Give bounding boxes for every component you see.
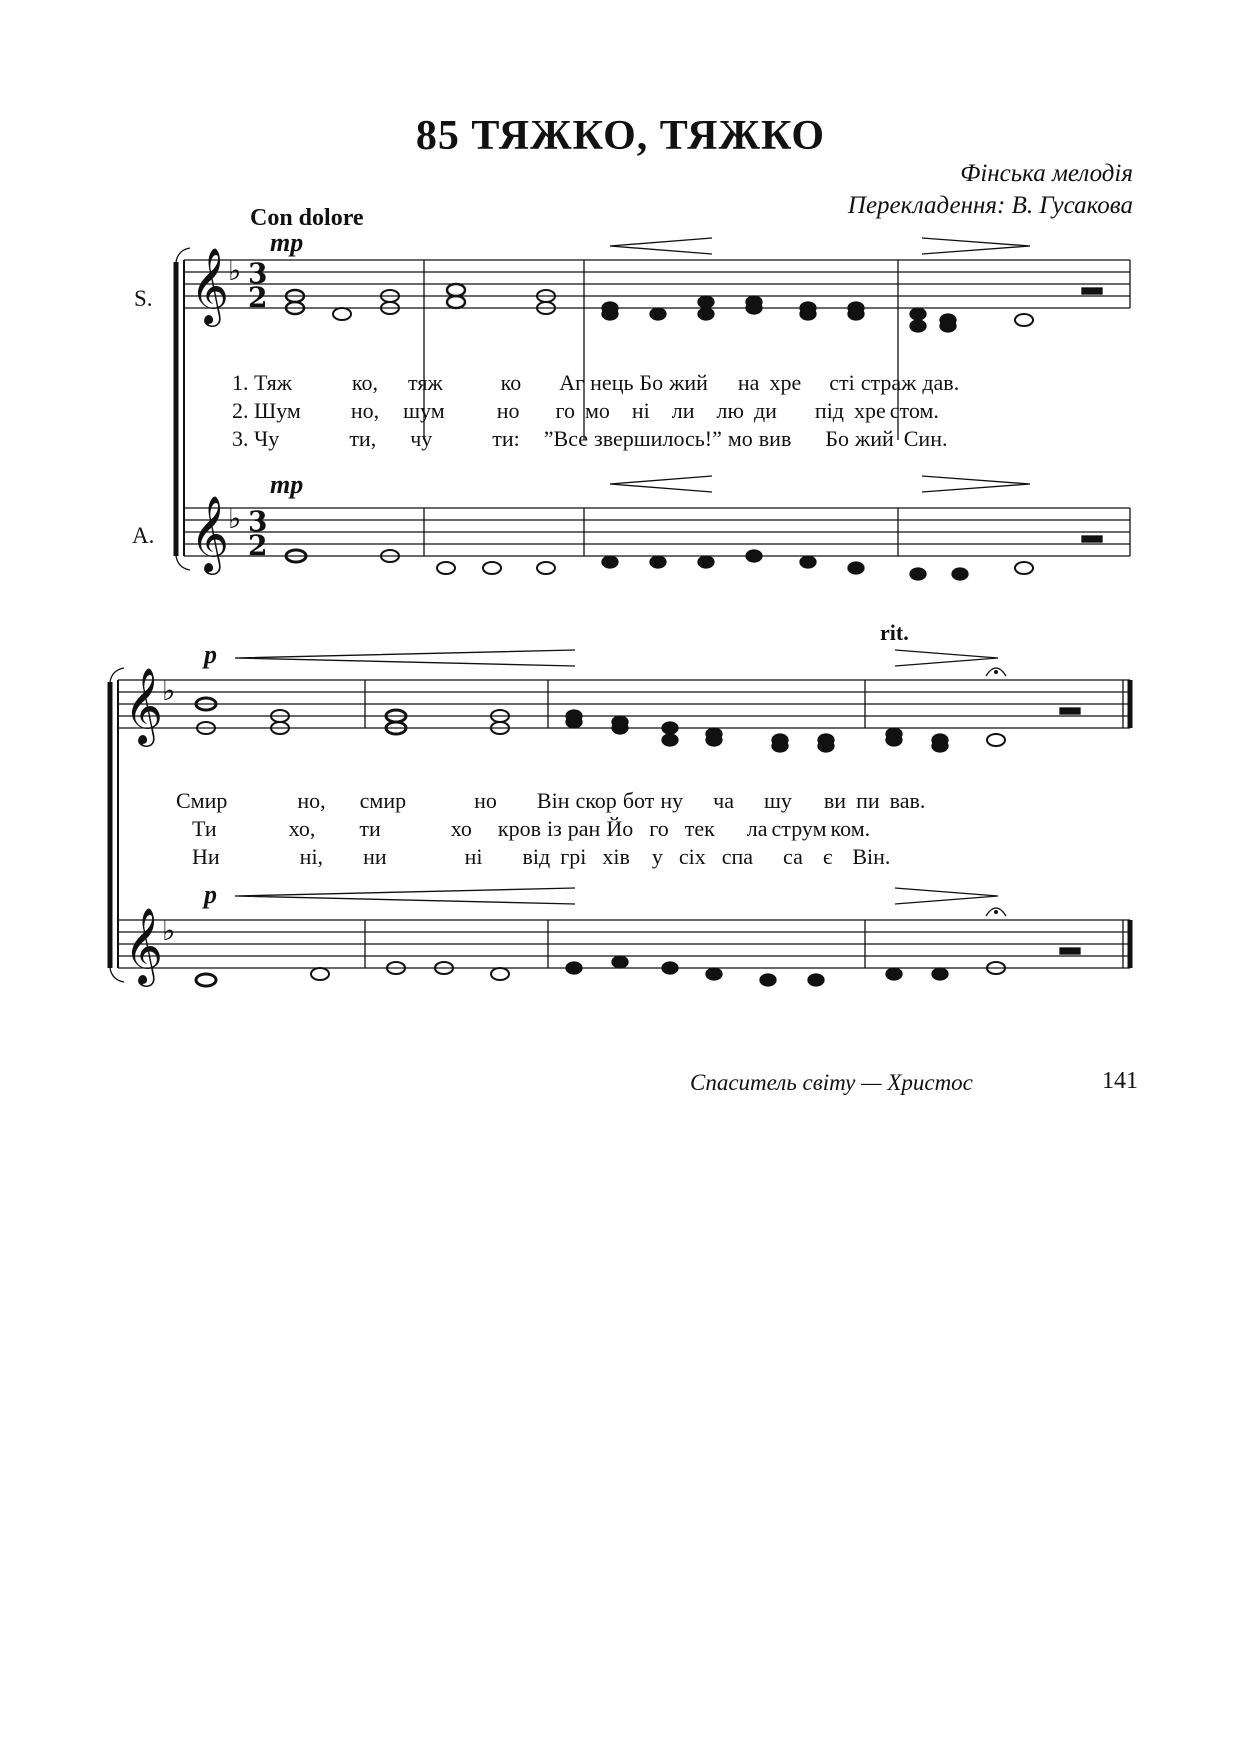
treble-clef-icon: 𝄞 bbox=[124, 907, 164, 984]
translation-credit: Перекладення: В. Гусакова bbox=[847, 192, 1133, 219]
melody-credit: Фінська мелодія bbox=[960, 160, 1133, 187]
page-number: 141 bbox=[1102, 1068, 1138, 1094]
staff-alto-1 bbox=[184, 508, 1130, 556]
dynamic-p-soprano: p bbox=[204, 640, 217, 669]
lyric-line-2: 2. Шум но, шум но го мо ні ли лю ди під хре стом. bbox=[232, 398, 939, 423]
treble-clef-icon: 𝄞 bbox=[190, 495, 230, 572]
voice-label-alto: A. bbox=[132, 523, 155, 548]
lyric-line-4: Смир но, смир но Він скор бот ну ча шу ви пи вав. bbox=[176, 788, 926, 813]
lyric-line-6: Ни ні, ни ні від грі хів у сіх спа са є Він. bbox=[192, 844, 891, 869]
svg-text:2: 2 bbox=[248, 529, 268, 562]
section-footer: Спаситель світу — Христос bbox=[690, 1070, 973, 1095]
treble-clef-icon: 𝄞 bbox=[190, 247, 230, 324]
svg-text:3: 3 bbox=[248, 505, 268, 538]
hymn-number: 85 bbox=[415, 113, 460, 159]
svg-text:♭: ♭ bbox=[162, 914, 176, 947]
svg-text:♭: ♭ bbox=[162, 674, 176, 707]
svg-text:3: 3 bbox=[248, 257, 268, 290]
lyric-line-3: 3. Чу ти, чу ти: ”Все звершилось!” мо вив Бо жий Син. bbox=[232, 426, 948, 451]
treble-clef-icon: 𝄞 bbox=[124, 667, 164, 744]
hymn-name: ТЯЖКО, ТЯЖКО bbox=[471, 113, 826, 159]
svg-text:♭: ♭ bbox=[228, 502, 242, 535]
staff-soprano-1 bbox=[184, 260, 1130, 308]
tempo-marking: Con dolore bbox=[250, 205, 364, 231]
lyric-line-1: 1. Тяж ко, тяж ко Аг нець Бо жий на хре сті страж дав. bbox=[232, 370, 960, 395]
svg-text:2: 2 bbox=[248, 281, 268, 314]
svg-text:♭: ♭ bbox=[228, 254, 242, 287]
voice-label-soprano: S. bbox=[134, 286, 153, 311]
ritardando-marking: rit. bbox=[880, 620, 909, 645]
lyric-line-5: Ти хо, ти хо кров із ран Йо го тек ла струм ком. bbox=[192, 816, 871, 841]
dynamic-mp-alto: mp bbox=[270, 470, 304, 499]
dynamic-mp-soprano: mp bbox=[270, 228, 304, 257]
dynamic-p-alto: p bbox=[204, 880, 217, 909]
